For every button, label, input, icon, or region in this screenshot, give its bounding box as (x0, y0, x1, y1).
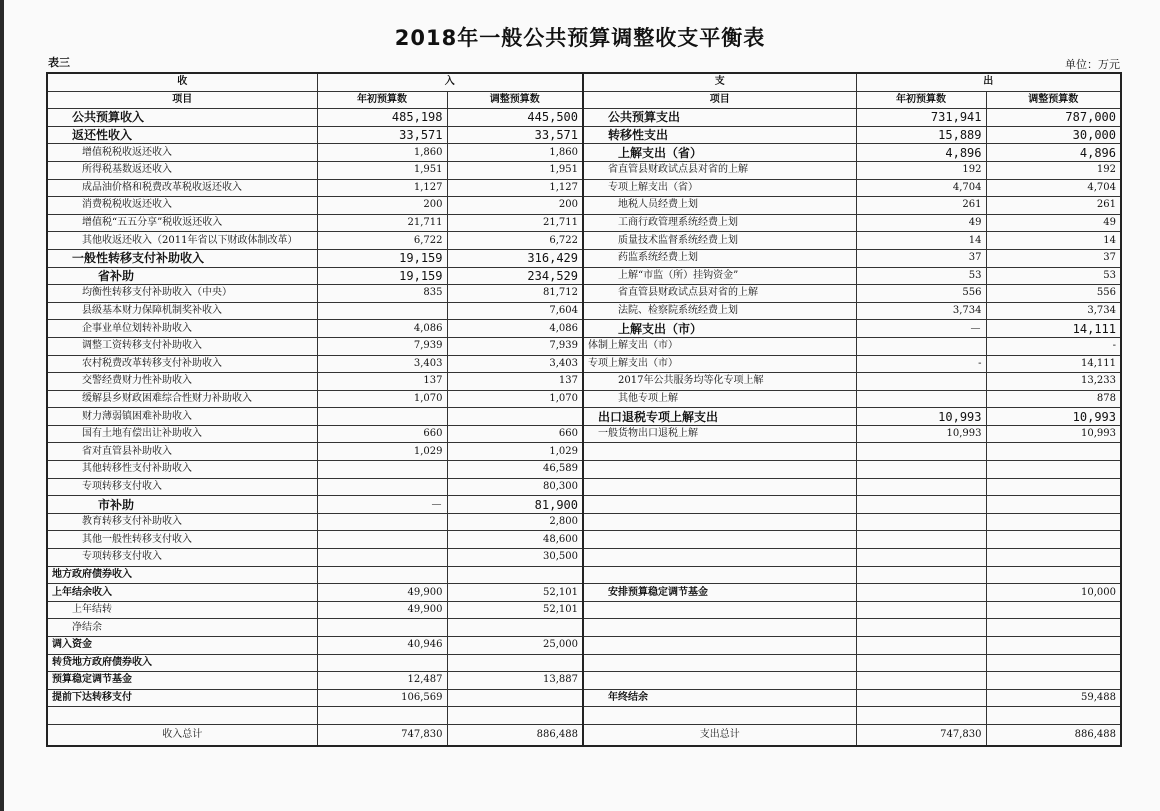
expense-initial-cell: 14 (856, 232, 986, 250)
table-row (47, 461, 1121, 479)
income-adjusted-cell: 30,500 (447, 549, 583, 567)
expense-initial-cell (856, 672, 986, 690)
income-initial-cell (317, 302, 447, 320)
income-initial-cell: 660 (317, 425, 447, 443)
income-item-cell: 调整工资转移支付补助收入 (47, 337, 317, 355)
column-header-row (47, 91, 1121, 109)
table-row (47, 425, 1121, 443)
expense-adjusted-cell: 556 (986, 285, 1121, 303)
income-adjusted-cell: 234,529 (447, 267, 583, 285)
income-initial-cell (317, 461, 447, 479)
expense-adjusted-cell: 14,111 (986, 355, 1121, 373)
income-item-cell: 收入总计 (47, 724, 317, 746)
income-adjusted-cell (447, 689, 583, 707)
income-adjusted-cell: 81,712 (447, 285, 583, 303)
expense-adjusted-cell: 10,993 (986, 425, 1121, 443)
table-row (47, 302, 1121, 320)
expense-initial-cell (856, 461, 986, 479)
expense-initial-cell (856, 513, 986, 531)
expense-item-cell (583, 443, 856, 461)
col-income-adjusted: 调整预算数 (447, 91, 583, 109)
expense-adjusted-cell (986, 707, 1121, 725)
expense-adjusted-cell (986, 654, 1121, 672)
expense-item-cell (583, 566, 856, 584)
expense-initial-cell (856, 637, 986, 655)
income-item-cell: 调入资金 (47, 637, 317, 655)
income-item-cell: 所得税基数返还收入 (47, 161, 317, 179)
income-initial-cell: 835 (317, 285, 447, 303)
table-row (47, 320, 1121, 338)
col-income-item: 项目 (47, 91, 317, 109)
income-initial-cell (317, 408, 447, 426)
expense-item-cell: 省直管县财政试点县对省的上解 (583, 161, 856, 179)
col-expense-item: 项目 (583, 91, 856, 109)
expense-item-cell (583, 478, 856, 496)
expense-item-cell: 上解“市监（所）挂钩资金” (583, 267, 856, 285)
table-row (47, 637, 1121, 655)
income-adjusted-cell: 660 (447, 425, 583, 443)
income-item-cell: 公共预算收入 (47, 109, 317, 127)
income-item-cell (47, 707, 317, 725)
income-initial-cell: 1,070 (317, 390, 447, 408)
expense-adjusted-cell: 886,488 (986, 724, 1121, 746)
expense-item-cell: 专项上解支出（市） (583, 355, 856, 373)
expense-adjusted-cell: 878 (986, 390, 1121, 408)
expense-initial-cell: 747,830 (856, 724, 986, 746)
expense-head-left: 支 (583, 73, 856, 91)
expense-adjusted-cell (986, 461, 1121, 479)
expense-item-cell: 其他专项上解 (583, 390, 856, 408)
expense-initial-cell (856, 566, 986, 584)
income-adjusted-cell: 200 (447, 197, 583, 215)
expense-item-cell: 上解支出（省） (583, 144, 856, 162)
income-adjusted-cell: 1,127 (447, 179, 583, 197)
table-row (47, 232, 1121, 250)
table-row (47, 531, 1121, 549)
income-adjusted-cell (447, 408, 583, 426)
expense-adjusted-cell: 37 (986, 249, 1121, 267)
income-initial-cell: 1,951 (317, 161, 447, 179)
expense-item-cell: 上解支出（市） (583, 320, 856, 338)
expense-initial-cell (856, 531, 986, 549)
expense-item-cell (583, 601, 856, 619)
income-item-cell: 成品油价格和税费改革税收返还收入 (47, 179, 317, 197)
expense-adjusted-cell: 192 (986, 161, 1121, 179)
expense-item-cell: 体制上解支出（市） (583, 337, 856, 355)
income-item-cell: 上年结余收入 (47, 584, 317, 602)
table-row (47, 408, 1121, 426)
page-title: 2018年一般公共预算调整收支平衡表 (394, 26, 766, 50)
expense-item-cell: 省直管县财政试点县对省的上解 (583, 285, 856, 303)
expense-adjusted-cell (986, 549, 1121, 567)
table-row (47, 707, 1121, 725)
income-item-cell: 增值税税收返还收入 (47, 144, 317, 162)
table-row (47, 584, 1121, 602)
expense-adjusted-cell: 13,233 (986, 373, 1121, 391)
expense-item-cell: 年终结余 (583, 689, 856, 707)
table-row (47, 267, 1121, 285)
expense-item-cell: 公共预算支出 (583, 109, 856, 127)
income-adjusted-cell: 48,600 (447, 531, 583, 549)
income-adjusted-cell: 886,488 (447, 724, 583, 746)
income-initial-cell (317, 549, 447, 567)
expense-initial-cell: 15,889 (856, 126, 986, 144)
expense-item-cell: 出口退税专项上解支出 (583, 408, 856, 426)
table-row (47, 513, 1121, 531)
income-adjusted-cell: 445,500 (447, 109, 583, 127)
expense-adjusted-cell (986, 513, 1121, 531)
expense-item-cell: 转移性支出 (583, 126, 856, 144)
expense-item-cell: 一般货物出口退税上解 (583, 425, 856, 443)
income-adjusted-cell: 7,939 (447, 337, 583, 355)
col-expense-initial: 年初预算数 (856, 91, 986, 109)
expense-initial-cell: 4,704 (856, 179, 986, 197)
expense-initial-cell: － (856, 320, 986, 338)
income-initial-cell: 21,711 (317, 214, 447, 232)
income-adjusted-cell: 21,711 (447, 214, 583, 232)
table-row (47, 161, 1121, 179)
expense-item-cell: 专项上解支出（省） (583, 179, 856, 197)
expense-initial-cell (856, 373, 986, 391)
income-adjusted-cell: 2,800 (447, 513, 583, 531)
income-item-cell: 其他一般性转移支付收入 (47, 531, 317, 549)
expense-item-cell (583, 549, 856, 567)
expense-item-cell: 质量技术监督系统经费上划 (583, 232, 856, 250)
expense-initial-cell: 192 (856, 161, 986, 179)
unit-label: 单位：万元 (1065, 58, 1120, 71)
income-adjusted-cell: 1,860 (447, 144, 583, 162)
income-initial-cell: 49,900 (317, 601, 447, 619)
expense-adjusted-cell: 261 (986, 197, 1121, 215)
expense-item-cell (583, 496, 856, 514)
income-initial-cell: 49,900 (317, 584, 447, 602)
expense-item-cell: 地税人员经费上划 (583, 197, 856, 215)
expense-head-right: 出 (856, 73, 1121, 91)
income-initial-cell: 1,029 (317, 443, 447, 461)
income-initial-cell: 12,487 (317, 672, 447, 690)
income-item-cell: 提前下达转移支付 (47, 689, 317, 707)
expense-initial-cell (856, 707, 986, 725)
scan-edge (0, 0, 4, 811)
expense-adjusted-cell: 4,896 (986, 144, 1121, 162)
expense-initial-cell: 53 (856, 267, 986, 285)
income-item-cell: 市补助 (47, 496, 317, 514)
expense-item-cell (583, 513, 856, 531)
col-income-initial: 年初预算数 (317, 91, 447, 109)
income-item-cell: 转贷地方政府债券收入 (47, 654, 317, 672)
income-initial-cell (317, 513, 447, 531)
income-item-cell: 均衡性转移支付补助收入（中央） (47, 285, 317, 303)
table-row (47, 355, 1121, 373)
expense-item-cell (583, 672, 856, 690)
income-adjusted-cell: 52,101 (447, 601, 583, 619)
expense-adjusted-cell: 59,488 (986, 689, 1121, 707)
expense-initial-cell (856, 654, 986, 672)
income-adjusted-cell: 4,086 (447, 320, 583, 338)
income-initial-cell: 106,569 (317, 689, 447, 707)
income-adjusted-cell: 1,029 (447, 443, 583, 461)
income-item-cell: 地方政府债券收入 (47, 566, 317, 584)
income-adjusted-cell: 80,300 (447, 478, 583, 496)
table-row (47, 601, 1121, 619)
income-adjusted-cell (447, 707, 583, 725)
income-item-cell: 国有土地有偿出让补助收入 (47, 425, 317, 443)
income-item-cell: 增值税“五五分享”税收返还收入 (47, 214, 317, 232)
table-row (47, 672, 1121, 690)
table-row (47, 126, 1121, 144)
expense-initial-cell (856, 337, 986, 355)
income-adjusted-cell: 1,951 (447, 161, 583, 179)
income-initial-cell (317, 531, 447, 549)
income-item-cell: 消费税税收返还收入 (47, 197, 317, 215)
income-head-right: 入 (317, 73, 583, 91)
income-initial-cell (317, 566, 447, 584)
expense-adjusted-cell (986, 601, 1121, 619)
income-initial-cell: 137 (317, 373, 447, 391)
income-adjusted-cell: 81,900 (447, 496, 583, 514)
expense-adjusted-cell: 3,734 (986, 302, 1121, 320)
expense-adjusted-cell (986, 478, 1121, 496)
expense-initial-cell: 3,734 (856, 302, 986, 320)
expense-adjusted-cell: 49 (986, 214, 1121, 232)
expense-initial-cell (856, 584, 986, 602)
income-item-cell: 缓解县乡财政困难综合性财力补助收入 (47, 390, 317, 408)
table-row (47, 689, 1121, 707)
table-row (47, 373, 1121, 391)
income-adjusted-cell (447, 619, 583, 637)
expense-item-cell: 支出总计 (583, 724, 856, 746)
income-item-cell: 一般性转移支付补助收入 (47, 249, 317, 267)
table-row (47, 549, 1121, 567)
income-initial-cell (317, 478, 447, 496)
expense-initial-cell: 37 (856, 249, 986, 267)
expense-initial-cell (856, 619, 986, 637)
table-row (47, 109, 1121, 127)
table-row (47, 443, 1121, 461)
expense-item-cell (583, 654, 856, 672)
income-initial-cell: 200 (317, 197, 447, 215)
expense-adjusted-cell: 10,993 (986, 408, 1121, 426)
expense-item-cell: 工商行政管理系统经费上划 (583, 214, 856, 232)
table-number: 表三 (48, 56, 70, 69)
expense-adjusted-cell (986, 672, 1121, 690)
expense-item-cell (583, 531, 856, 549)
expense-adjusted-cell: 10,000 (986, 584, 1121, 602)
expense-adjusted-cell (986, 637, 1121, 655)
income-adjusted-cell: 13,887 (447, 672, 583, 690)
table-row (47, 496, 1121, 514)
income-adjusted-cell: 1,070 (447, 390, 583, 408)
expense-item-cell: 2017年公共服务均等化专项上解 (583, 373, 856, 391)
expense-item-cell: 安排预算稳定调节基金 (583, 584, 856, 602)
income-item-cell: 省补助 (47, 267, 317, 285)
income-adjusted-cell: 137 (447, 373, 583, 391)
expense-item-cell (583, 637, 856, 655)
expense-initial-cell: 10,993 (856, 425, 986, 443)
income-item-cell: 专项转移支付收入 (47, 549, 317, 567)
expense-adjusted-cell: 14,111 (986, 320, 1121, 338)
income-adjusted-cell: 7,604 (447, 302, 583, 320)
expense-initial-cell: 261 (856, 197, 986, 215)
expense-initial-cell (856, 390, 986, 408)
income-initial-cell (317, 619, 447, 637)
income-item-cell: 其他转移性支付补助收入 (47, 461, 317, 479)
income-initial-cell: 747,830 (317, 724, 447, 746)
expense-item-cell (583, 619, 856, 637)
expense-adjusted-cell (986, 443, 1121, 461)
income-adjusted-cell: 33,571 (447, 126, 583, 144)
income-item-cell: 上年结转 (47, 601, 317, 619)
income-adjusted-cell (447, 654, 583, 672)
income-item-cell: 交警经费财力性补助收入 (47, 373, 317, 391)
expense-item-cell: 药监系统经费上划 (583, 249, 856, 267)
expense-initial-cell: 731,941 (856, 109, 986, 127)
income-item-cell: 农村税费改革转移支付补助收入 (47, 355, 317, 373)
income-adjusted-cell (447, 566, 583, 584)
income-initial-cell: 4,086 (317, 320, 447, 338)
table-row (47, 214, 1121, 232)
table-row (47, 249, 1121, 267)
expense-item-cell: 法院、检察院系统经费上划 (583, 302, 856, 320)
income-initial-cell: 40,946 (317, 637, 447, 655)
income-adjusted-cell: 316,429 (447, 249, 583, 267)
table-row (47, 197, 1121, 215)
income-item-cell: 财力薄弱镇困难补助收入 (47, 408, 317, 426)
expense-initial-cell: 49 (856, 214, 986, 232)
expense-adjusted-cell: 787,000 (986, 109, 1121, 127)
income-initial-cell: 6,722 (317, 232, 447, 250)
income-initial-cell: 7,939 (317, 337, 447, 355)
expense-initial-cell (856, 601, 986, 619)
expense-adjusted-cell (986, 531, 1121, 549)
income-item-cell: 县级基本财力保障机制奖补收入 (47, 302, 317, 320)
table-row (47, 285, 1121, 303)
budget-table (46, 72, 1122, 747)
expense-initial-cell (856, 496, 986, 514)
expense-initial-cell (856, 478, 986, 496)
expense-adjusted-cell (986, 619, 1121, 637)
table-row (47, 566, 1121, 584)
income-initial-cell: 485,198 (317, 109, 447, 127)
expense-adjusted-cell: 30,000 (986, 126, 1121, 144)
income-adjusted-cell: 6,722 (447, 232, 583, 250)
expense-initial-cell (856, 549, 986, 567)
col-expense-adjusted: 调整预算数 (986, 91, 1121, 109)
income-adjusted-cell: 3,403 (447, 355, 583, 373)
expense-initial-cell: 10,993 (856, 408, 986, 426)
expense-adjusted-cell: 4,704 (986, 179, 1121, 197)
income-item-cell: 净结余 (47, 619, 317, 637)
expense-initial-cell: 556 (856, 285, 986, 303)
income-initial-cell: 33,571 (317, 126, 447, 144)
income-item-cell: 其他收返还收入（2011年省以下财政体制改革） (47, 232, 317, 250)
expense-adjusted-cell (986, 496, 1121, 514)
income-initial-cell (317, 654, 447, 672)
expense-initial-cell (856, 443, 986, 461)
income-item-cell: 企事业单位划转补助收入 (47, 320, 317, 338)
expense-adjusted-cell (986, 566, 1121, 584)
table-row (47, 619, 1121, 637)
income-initial-cell: 1,860 (317, 144, 447, 162)
table-row (47, 179, 1121, 197)
income-initial-cell: 19,159 (317, 249, 447, 267)
income-adjusted-cell: 25,000 (447, 637, 583, 655)
table-row (47, 144, 1121, 162)
table-row (47, 478, 1121, 496)
expense-adjusted-cell: 14 (986, 232, 1121, 250)
income-initial-cell (317, 707, 447, 725)
income-head-left: 收 (47, 73, 317, 91)
expense-item-cell (583, 461, 856, 479)
expense-item-cell (583, 707, 856, 725)
income-item-cell: 返还性收入 (47, 126, 317, 144)
table-row (47, 654, 1121, 672)
income-initial-cell: － (317, 496, 447, 514)
income-adjusted-cell: 52,101 (447, 584, 583, 602)
expense-initial-cell: - (856, 355, 986, 373)
group-header-row (47, 73, 1121, 91)
expense-adjusted-cell: - (986, 337, 1121, 355)
table-row (47, 724, 1121, 746)
income-adjusted-cell: 46,589 (447, 461, 583, 479)
income-initial-cell: 3,403 (317, 355, 447, 373)
table-row (47, 337, 1121, 355)
income-item-cell: 专项转移支付收入 (47, 478, 317, 496)
expense-initial-cell: 4,896 (856, 144, 986, 162)
expense-adjusted-cell: 53 (986, 267, 1121, 285)
income-item-cell: 预算稳定调节基金 (47, 672, 317, 690)
income-item-cell: 省对直管县补助收入 (47, 443, 317, 461)
income-item-cell: 教育转移支付补助收入 (47, 513, 317, 531)
expense-initial-cell (856, 689, 986, 707)
income-initial-cell: 19,159 (317, 267, 447, 285)
table-row (47, 390, 1121, 408)
income-initial-cell: 1,127 (317, 179, 447, 197)
